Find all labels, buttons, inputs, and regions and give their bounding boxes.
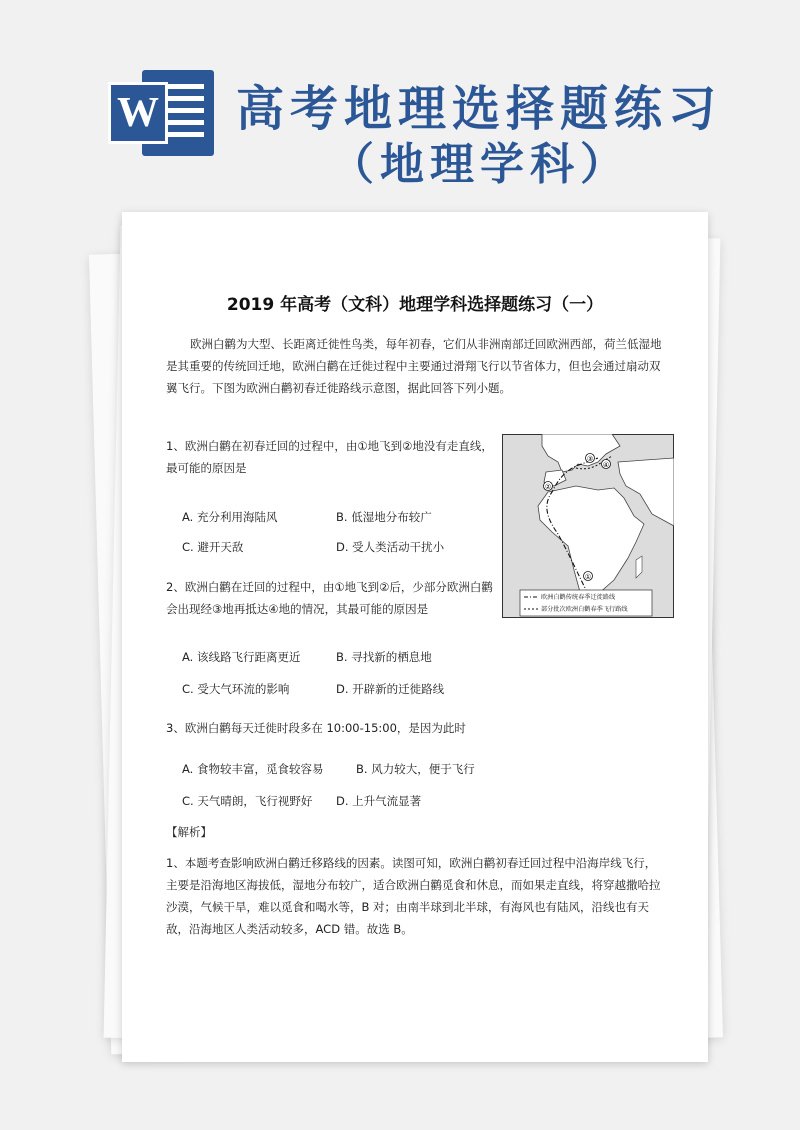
banner-title: 高考地理选择题练习 [236,81,723,137]
question-2-option-a: A. 该线路飞行距离更近 [182,650,301,664]
word-icon-letter: W [108,82,168,144]
question-2-option-b: B. 寻找新的栖息地 [336,650,432,664]
question-3-option-a: A. 食物较丰富，觅食较容易 [182,762,324,776]
analysis-heading: 【解析】 [166,825,212,839]
svg-text:②: ② [544,483,552,491]
intro-paragraph: 欧洲白鹳为大型、长距离迁徙性鸟类，每年初春，它们从非洲南部迁回欧洲西部，荷兰低湿地是其重要的传统回迁地，欧洲白鹳在迁徙过程中主要通过滑翔飞行以节省体力，但也会通过扇动双翼飞行。下图为欧洲白鹳初春迁徙路线示意图，据此回答下列小题。 [166,337,662,395]
map-point-4 [602,460,611,470]
map-point-2 [544,482,553,492]
analysis-paragraph: 1、本题考查影响欧洲白鹳迁移路线的因素。读图可知，欧洲白鹳初春迁回过程中沿海岸线飞行，主要是沿海地区海拔低，湿地分布较广，适合欧洲白鹳觅食和休息，而如果走直线，将穿越撒哈拉沙漠，气候干旱，难以觅食和喝水等，B 对；由南半球到北半球，有海风也有陆风，沿线也有天敌，沿海地区人类活动较多，ACD 错。故选 B。 [166,856,661,936]
question-1-option-d: D. 受人类活动干扰小 [336,540,445,554]
svg-text:③: ③ [586,455,594,463]
banner [0,0,800,200]
question-3-option-b: B. 风力较大，便于飞行 [356,762,475,776]
banner-subtitle: （地理学科） [330,139,630,190]
svg-text:①: ① [584,573,592,581]
svg-text:④: ④ [602,461,610,469]
question-3-option-c: C. 天气晴朗，飞行视野好 [182,794,313,808]
word-document-icon [108,70,214,156]
question-3-option-d: D. 上升气流显著 [336,794,422,808]
question-2-option-c: C. 受大气环流的影响 [182,682,290,696]
legend-traditional-route: 欧洲白鹳传统春季迁徙路线 [541,594,616,601]
question-2-option-d: D. 开辟新的迁徙路线 [336,682,445,696]
map-point-1 [584,572,593,582]
document-page [122,212,708,1062]
question-1-option-a: A. 充分利用海陆风 [182,510,278,524]
question-1-option-c: C. 避开天敌 [182,540,244,554]
document-title: 2019 年高考（文科）地理学科选择题练习（一） [226,295,604,315]
question-3-stem: 3、欧洲白鹳每天迁徙时段多在 10:00-15:00，是因为此时 [166,721,466,735]
question-2-stem: 2、欧洲白鹳在迁回的过程中，由①地飞到②后，少部分欧洲白鹳会出现经③地再抵达④地的情况，其最可能的原因是 [166,580,493,616]
map-point-3 [586,454,595,464]
legend-partial-route: 部分批次欧洲白鹳春季飞行路线 [541,606,628,613]
question-1-stem: 1、欧洲白鹳在初春迁回的过程中，由①地飞到②地没有走直线，最可能的原因是 [166,439,493,475]
migration-route-map [502,434,674,618]
question-1-option-b: B. 低湿地分布较广 [336,510,432,524]
